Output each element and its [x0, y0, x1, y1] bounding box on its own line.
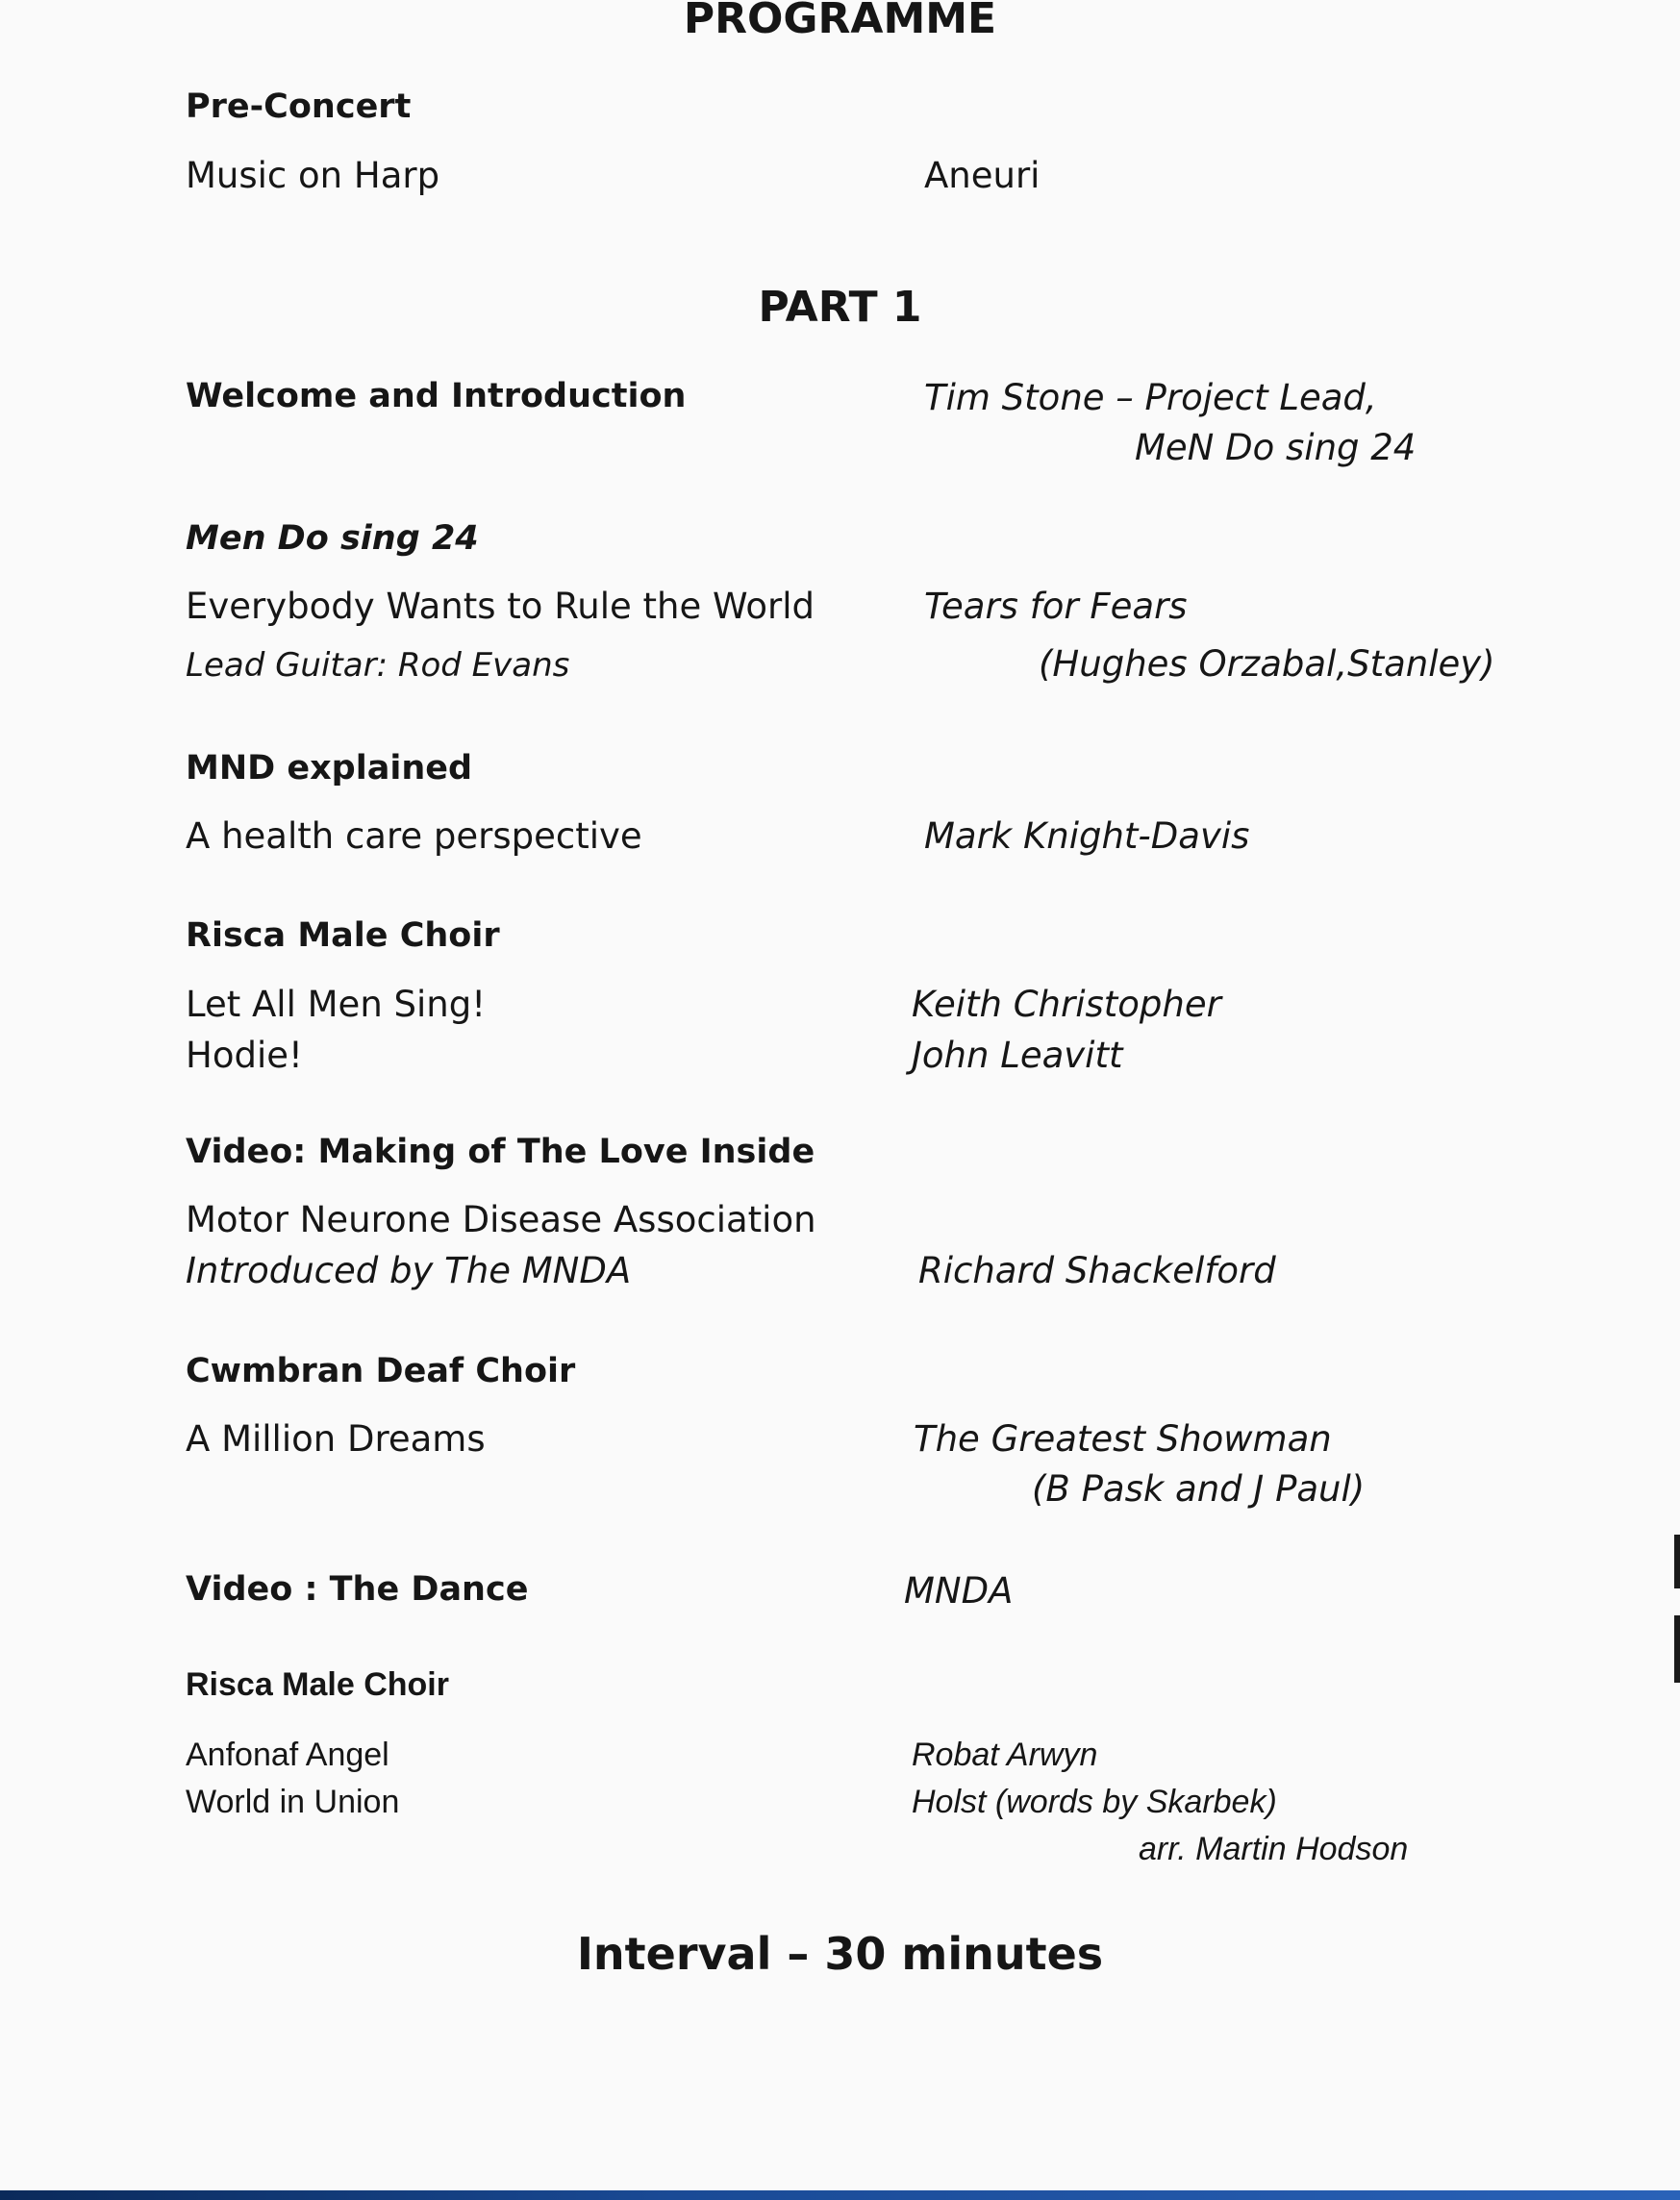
risca-2-composer-2: Holst (words by Skarbek)	[912, 1784, 1277, 1820]
video-love-inside-line1: Motor Neurone Disease Association	[186, 1199, 816, 1240]
part1-title: PART 1	[758, 283, 922, 332]
video-dance-heading: Video : The Dance	[186, 1570, 529, 1609]
welcome-credit-line2: MeN Do sing 24	[1135, 427, 1417, 468]
risca-composer-2: John Leavitt	[912, 1035, 1123, 1076]
risca-2-composer-1: Robat Arwyn	[912, 1737, 1098, 1773]
risca-composer-1: Keith Christopher	[912, 984, 1221, 1025]
mnd-explained-speaker: Mark Knight-Davis	[924, 815, 1250, 857]
men-do-sing-note: Lead Guitar: Rod Evans	[186, 646, 570, 685]
video-love-inside-presenter: Richard Shackelford	[918, 1250, 1276, 1291]
men-do-sing-heading: Men Do sing 24	[186, 519, 479, 558]
mnd-explained-item: A health care perspective	[186, 815, 642, 857]
video-love-inside-line2: Introduced by The MNDA	[186, 1250, 632, 1291]
edge-mark-upper	[1674, 1535, 1680, 1588]
cwmbran-song: A Million Dreams	[186, 1418, 486, 1460]
video-dance-credit: MNDA	[904, 1570, 1014, 1612]
video-love-inside-heading: Video: Making of The Love Inside	[186, 1133, 815, 1171]
cwmbran-writers: (B Pask and J Paul)	[1032, 1468, 1366, 1510]
risca-2-song-1: Anfonaf Angel	[186, 1737, 389, 1773]
pre-concert-performer: Aneuri	[924, 155, 1041, 196]
risca-choir-2-heading: Risca Male Choir	[186, 1666, 449, 1703]
mnd-explained-heading: MND explained	[186, 749, 473, 788]
interval-notice: Interval – 30 minutes	[576, 1928, 1104, 1980]
risca-2-song-2: World in Union	[186, 1784, 400, 1820]
risca-choir-heading: Risca Male Choir	[186, 916, 500, 955]
risca-song-2: Hodie!	[186, 1035, 303, 1076]
bottom-border-bar	[0, 2190, 1680, 2200]
pre-concert-heading: Pre-Concert	[186, 88, 412, 126]
cwmbran-choir-heading: Cwmbran Deaf Choir	[186, 1352, 576, 1390]
men-do-sing-song: Everybody Wants to Rule the World	[186, 586, 815, 627]
men-do-sing-artist: Tears for Fears	[924, 586, 1188, 627]
welcome-credit-line1: Tim Stone – Project Lead,	[924, 377, 1377, 418]
pre-concert-item: Music on Harp	[186, 155, 440, 196]
risca-2-arranger: arr. Martin Hodson	[1139, 1831, 1409, 1867]
edge-mark-lower	[1674, 1615, 1680, 1683]
cwmbran-source: The Greatest Showman	[914, 1418, 1332, 1460]
welcome-heading: Welcome and Introduction	[186, 377, 687, 415]
risca-song-1: Let All Men Sing!	[186, 984, 487, 1025]
men-do-sing-writers: (Hughes Orzabal,Stanley)	[1039, 643, 1495, 685]
programme-title: PROGRAMME	[683, 0, 997, 43]
